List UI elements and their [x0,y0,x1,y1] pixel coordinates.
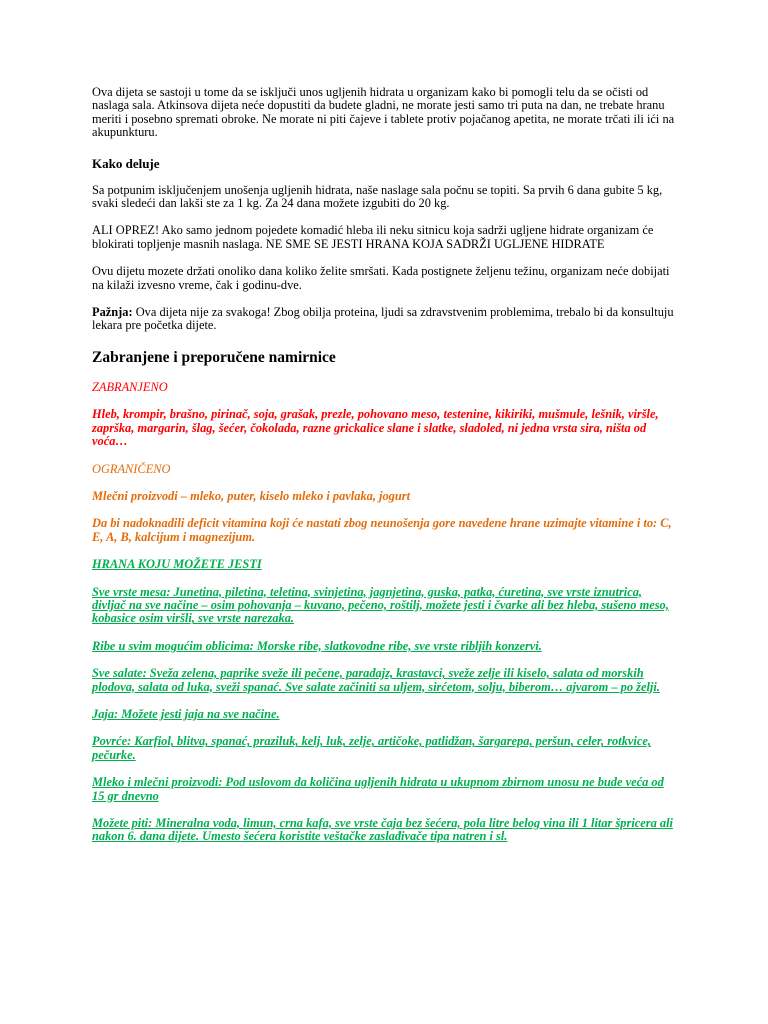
how-paragraph-1: Sa potpunim isključenjem unošenja ugljenih hidrata, naše naslage sala počnu se topiti. Sa prvih 6 dana gubite 5 kg, svaki sledeći dan lakši ste za 1 kg. Za 24 dana možete izgubiti do 20 kg. [92,182,663,211]
forbidden-label: ZABRANJENO [92,379,168,394]
allowed-drinks: Možete piti: Mineralna voda, limun, crna kafa, sve vrste čaja bez šećera, pola litre belog vina ili 1 litar špricera ali nakon 6. dana dijete. Umesto šećera koristite veštačke zaslađivače tipa natren i sl. [92,816,673,844]
warning-paragraph [92,306,676,333]
vitamin-note: Da bi nadoknadili deficit vitamina koji će nastati zbog neunošenja gore navedene hrane uzimajte vitamine i to: C, E, A, B, kalcijum i magnezijum. [92,516,672,544]
how-paragraph-2: ALI OPREZ! Ako samo jednom pojedete komadić hleba ili neku sitnicu koja sadrži ugljene hidrate organizam će blokirati topljenje masnih naslaga. NE SME SE JESTI HRANA KOJA SADRŽI UGLJENE HIDRATE [92,223,654,251]
allowed-eggs: Jaja: Možete jesti jaja na sve načine. [92,706,280,721]
allowed-fish: Ribe u svim mogućim oblicima: Morske ribe, slatkovodne ribe, sve vrste ribljih konzervi. [92,638,542,653]
warning-label: Pažnja: [92,305,133,320]
limited-label: OGRANIČENO [92,461,171,476]
allowed-vegetables: Povrće: Karfiol, blitva, spanać, praziluk, kelj, luk, zelje, artičoke, patlidžan, šargarepa, peršun, celer, rotkvice, pečurke. [92,734,651,762]
limited-foods: Mlečni proizvodi – mleko, puter, kiselo mleko i pavlaka, jogurt [92,488,411,503]
allowed-label: HRANA KOJU MOŽETE JESTI [92,557,262,572]
intro-paragraph: Ova dijeta se sastoji u tome da se isključi unos ugljenih hidrata u organizam kako bi pomogli telu da se očisti od naslaga sala. Atkinsova dijeta neće dopustiti da budete gladni, ne morate jesti samo tri puta na dan, ne trebate hranu meriti i posebno spremati obroke. Ne morate ni piti čajeve i tablete protiv pojačanog apetita, ne morate trčati ili ići na akupunkturu. [92,85,675,140]
allowed-dairy: Mleko i mlečni proizvodi: Pod uslovom da količina ugljenih hidrata u ukupnom zbirnom unosu ne bude veća od 15 gr dnevno [92,775,664,803]
allowed-meat: Sve vrste mesa: Junetina, piletina, teletina, svinjetina, jagnjetina, guska, patka, ćuretina, sve vrste iznutrica, divljač na sve načine – osim pohovanja – kuvano, pečeno, roštilj, možete jesti i čvarke ali bez hleba, sušeno meso, kobasice osim viršli, sve vrste narezaka. [92,584,669,626]
how-it-works-heading: Kako deluje [92,155,160,171]
how-paragraph-3: Ovu dijetu mozete držati onoliko dana koliko želite smršati. Kada postignete željenu težinu, organizam neće dobijati na kilaži izvesno vreme, čak i godinu-dve. [92,264,670,292]
forbidden-foods: Hleb, krompir, brašno, pirinač, soja, grašak, prezle, pohovano meso, testenine, kikiriki, mušmule, lešnik, viršle, zaprška, margarin, šlag, šećer, čokolada, razne grickalice slane i slatke, sladoled, ni jedna vrsta sira, ništa od voća… [92,407,659,449]
foods-section-heading: Zabranjene i preporučene namirnice [92,348,336,366]
allowed-salads: Sve salate: Sveža zelena, paprike sveže ili pečene, paradajz, krastavci, sveže zelje ili kiselo, salata od morskih plodova, salata od luka, sveži spanać. Sve salate začiniti sa uljem, sirćetom, solju, biberom… ajvarom – po želji. [92,666,660,694]
warning-text: Ova dijeta nije za svakoga! Zbog obilja proteina, ljudi sa zdravstvenim problemima, trebalo bi da konsultuju lekara pre početka dijete. [92,305,674,333]
